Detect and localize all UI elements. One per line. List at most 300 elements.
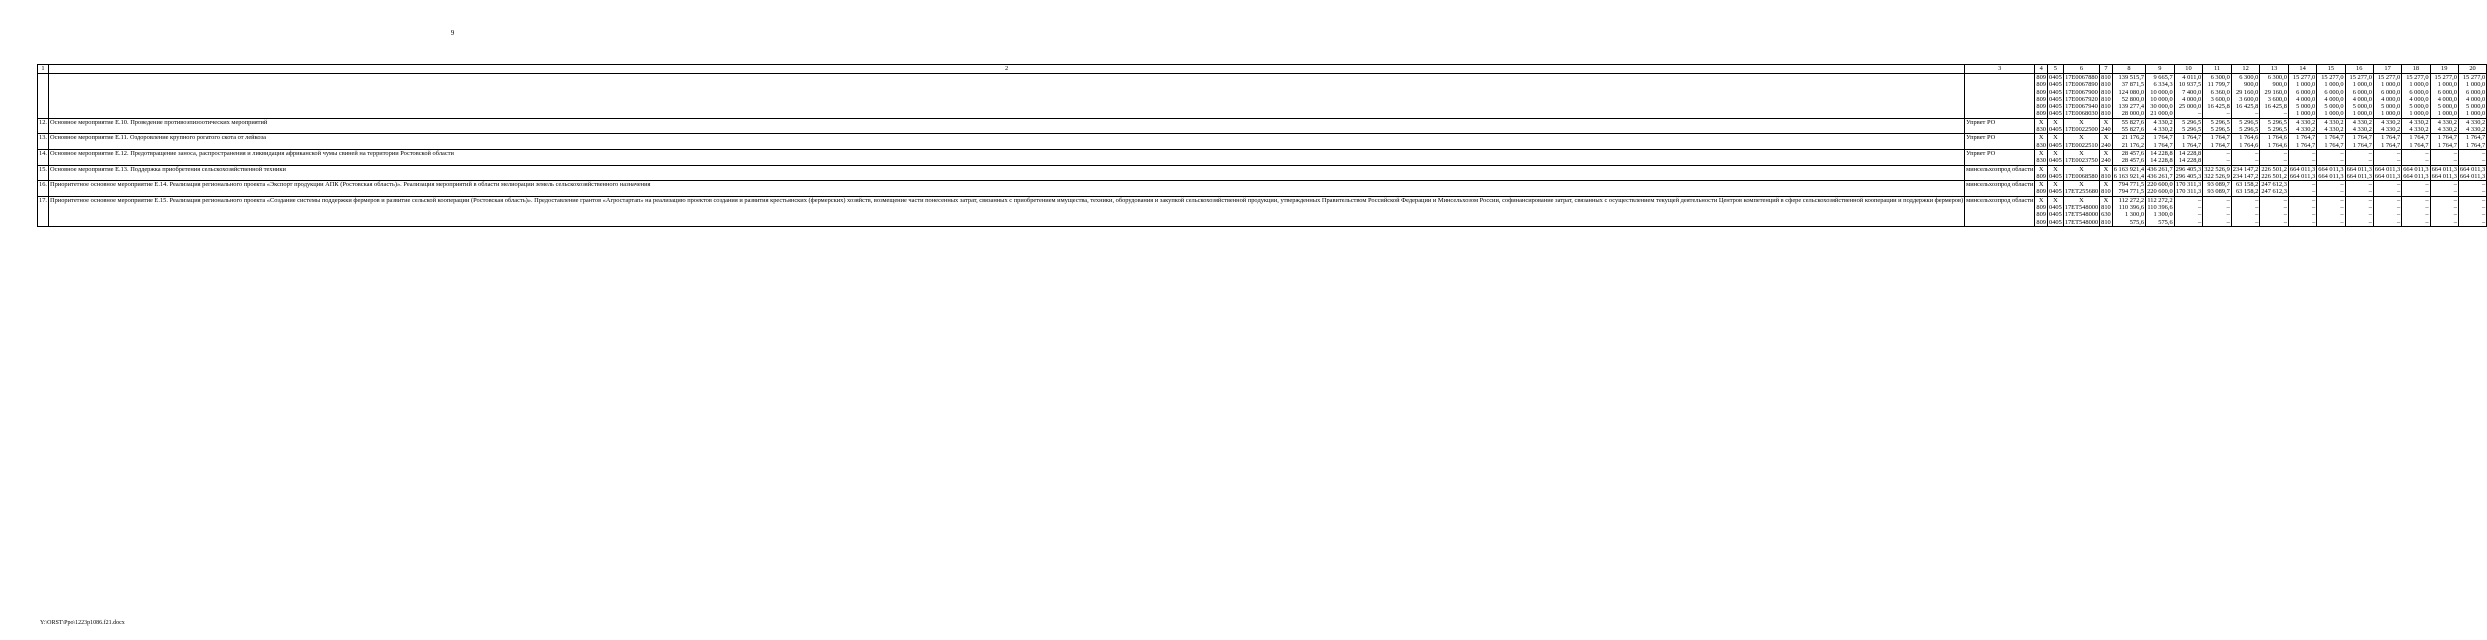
cell-value: 664 011,3: [2346, 172, 2372, 180]
cell-value: 664 011,3: [2289, 165, 2316, 173]
budget-code-cell: [2063, 181, 2099, 197]
cell-value: –: [2397, 181, 2401, 189]
budget-code-cell: [2100, 165, 2113, 181]
executor: Упрвет РО: [1965, 118, 2035, 134]
cell-value: –: [2283, 211, 2287, 219]
cell-value: –: [2425, 196, 2429, 204]
cell-value: 830: [2036, 141, 2046, 149]
cell-value: –: [2397, 218, 2401, 226]
amount-cell: [2174, 165, 2203, 181]
cell-value: –: [2226, 196, 2230, 204]
amount-cell: [2146, 181, 2175, 197]
amount-cell: [2345, 118, 2373, 134]
cell-value: 664 011,3: [2374, 165, 2401, 173]
amount-cell: [2373, 165, 2401, 181]
budget-code-cell: [2048, 149, 2064, 165]
cell-value: –: [2482, 218, 2486, 226]
cell-value: 1 000,0: [2381, 81, 2401, 89]
amount-cell: [2402, 74, 2430, 119]
cell-value: 55 827,6: [2121, 126, 2145, 134]
cell-value: 809: [2036, 81, 2046, 89]
amount-cell: [2203, 196, 2232, 226]
amount-cell: [2458, 149, 2486, 165]
column-header: 13: [2260, 65, 2289, 74]
column-header: 3: [1965, 65, 2035, 74]
cell-value: 0405: [2049, 95, 2062, 103]
cell-value: 830: [2036, 157, 2046, 165]
cell-value: 1 764,6: [2267, 141, 2287, 149]
amount-cell: [2260, 181, 2289, 197]
executor: [1965, 74, 2035, 119]
budget-code-cell: [2035, 149, 2048, 165]
cell-value: 630: [2101, 211, 2111, 219]
cell-value: 4 330,2: [2324, 118, 2344, 126]
amount-cell: [2373, 181, 2401, 197]
cell-value: –: [2255, 149, 2259, 157]
cell-value: 830: [2036, 126, 2046, 134]
cell-value: 809: [2036, 103, 2046, 111]
cell-value: 1 764,7: [2466, 134, 2486, 142]
cell-value: 1 764,6: [2239, 141, 2259, 149]
amount-cell: [2260, 165, 2289, 181]
cell-value: –: [2482, 188, 2486, 196]
cell-value: –: [2397, 211, 2401, 219]
cell-value: 664 011,3: [2318, 165, 2344, 173]
amount-cell: [2317, 181, 2345, 197]
cell-value: X: [2053, 134, 2058, 142]
cell-value: 900,0: [2272, 81, 2287, 89]
cell-value: 28 457,6: [2121, 157, 2145, 165]
cell-value: 1 000,0: [2296, 81, 2316, 89]
cell-value: X: [2103, 118, 2109, 126]
amount-cell: [2112, 149, 2145, 165]
cell-value: X: [2103, 134, 2109, 142]
cell-value: 1 764,7: [2437, 141, 2457, 149]
column-header: 20: [2458, 65, 2486, 74]
cell-value: –: [2453, 149, 2457, 157]
cell-value: –: [2453, 204, 2457, 212]
budget-code-cell: [2063, 118, 2099, 134]
column-header: 12: [2231, 65, 2260, 74]
cell-value: 93 089,7: [2207, 181, 2230, 189]
cell-value: 664 011,3: [2431, 172, 2457, 180]
cell-value: 3 600,0: [2210, 95, 2230, 103]
cell-value: 15 277,0: [2321, 74, 2344, 81]
cell-value: 296 405,3: [2175, 172, 2202, 180]
cell-value: 4 000,0: [2409, 95, 2429, 103]
cell-value: 4 330,2: [2381, 118, 2401, 126]
cell-value: X: [2038, 134, 2044, 142]
cell-value: 6 000,0: [2352, 88, 2372, 96]
cell-value: 15 277,0: [2462, 74, 2486, 81]
cell-value: X: [2038, 118, 2044, 126]
cell-value: 17Е0067900: [2065, 88, 2098, 96]
cell-value: 0405: [2049, 218, 2062, 226]
cell-value: 809: [2036, 95, 2046, 103]
table-row: [38, 134, 2487, 150]
cell-value: 5 296,5: [2239, 126, 2259, 134]
cell-value: 1 764,6: [2239, 134, 2259, 142]
amount-cell: [2288, 149, 2316, 165]
column-header: 5: [2048, 65, 2064, 74]
row-number: 14.: [38, 149, 49, 165]
cell-value: 14 228,8: [2150, 157, 2173, 165]
cell-value: 0405: [2049, 188, 2062, 196]
amount-cell: [2146, 134, 2175, 150]
cell-value: 1 000,0: [2437, 110, 2457, 118]
amount-cell: [2203, 118, 2232, 134]
table-row: [38, 196, 2487, 226]
cell-value: X: [2053, 165, 2058, 173]
cell-value: 10 000,0: [2150, 88, 2173, 96]
cell-value: 17Е0067920: [2065, 95, 2098, 103]
cell-value: –: [2340, 157, 2344, 165]
cell-value: 220 600,0: [2147, 188, 2173, 196]
cell-value: 296 405,3: [2175, 165, 2202, 173]
cell-value: 16 425,8: [2264, 103, 2287, 111]
amount-cell: [2260, 134, 2289, 150]
cell-value: –: [2453, 181, 2457, 189]
cell-value: –: [2312, 196, 2316, 204]
budget-code-cell: [2048, 118, 2064, 134]
cell-value: 4 330,2: [2352, 118, 2372, 126]
cell-value: –: [2283, 149, 2287, 157]
cell-value: 794 771,5: [2118, 188, 2145, 196]
cell-value: –: [2368, 188, 2372, 196]
column-header: 9: [2146, 65, 2175, 74]
amount-cell: [2458, 134, 2486, 150]
amount-cell: [2458, 118, 2486, 134]
cell-value: X: [2103, 181, 2109, 189]
cell-value: –: [2425, 149, 2429, 157]
amount-cell: [2231, 181, 2260, 197]
cell-value: –: [2482, 181, 2486, 189]
cell-value: 16 425,8: [2235, 103, 2259, 111]
cell-value: 664 011,3: [2459, 165, 2486, 173]
amount-cell: [2458, 74, 2486, 119]
cell-value: 4 330,2: [2437, 118, 2457, 126]
cell-value: 810: [2101, 172, 2111, 180]
amount-cell: [2345, 165, 2373, 181]
amount-cell: [2345, 196, 2373, 226]
row-number: 16.: [38, 181, 49, 197]
cell-value: –: [2283, 157, 2287, 165]
cell-value: 664 011,3: [2289, 172, 2316, 180]
cell-value: 9 665,7: [2153, 74, 2173, 81]
amount-cell: [2402, 196, 2430, 226]
cell-value: 1 764,7: [2352, 141, 2372, 149]
cell-value: 4 000,0: [2352, 95, 2372, 103]
amount-cell: [2317, 165, 2345, 181]
amount-cell: [2112, 74, 2145, 119]
cell-value: –: [2312, 218, 2316, 226]
amount-cell: [2146, 74, 2175, 119]
budget-code-cell: [2063, 149, 2099, 165]
cell-value: 4 330,2: [2466, 118, 2486, 126]
cell-value: 1 300,0: [2153, 211, 2173, 219]
amount-cell: [2317, 74, 2345, 119]
cell-value: 809: [2036, 211, 2046, 219]
cell-value: 6 300,0: [2210, 74, 2230, 81]
cell-value: 0405: [2049, 88, 2062, 96]
budget-code-cell: [2048, 165, 2064, 181]
budget-code-cell: [2035, 196, 2048, 226]
amount-cell: [2146, 196, 2175, 226]
cell-value: –: [2368, 218, 2372, 226]
cell-value: 1 764,7: [2182, 134, 2202, 142]
cell-value: 30 000,0: [2150, 103, 2173, 111]
cell-value: –: [2425, 157, 2429, 165]
cell-value: 0405: [2049, 81, 2062, 89]
amount-cell: [2317, 118, 2345, 134]
column-header: 17: [2373, 65, 2401, 74]
table-row: [38, 181, 2487, 197]
executor: минсельхозпрод области: [1965, 196, 2035, 226]
cell-value: –: [2453, 157, 2457, 165]
cell-value: X: [2103, 196, 2109, 204]
cell-value: 220 600,0: [2147, 181, 2173, 189]
amount-cell: [2203, 181, 2232, 197]
cell-value: 5 000,0: [2352, 103, 2372, 111]
cell-value: –: [2368, 196, 2372, 204]
cell-value: 1 000,0: [2409, 81, 2429, 89]
cell-value: 664 011,3: [2403, 172, 2429, 180]
cell-value: 809: [2036, 218, 2046, 226]
amount-cell: [2345, 181, 2373, 197]
cell-value: –: [2453, 218, 2457, 226]
cell-value: –: [2283, 204, 2287, 212]
cell-value: 1 000,0: [2352, 81, 2372, 89]
amount-cell: [2260, 118, 2289, 134]
amount-cell: [2430, 196, 2458, 226]
budget-code-cell: [2063, 165, 2099, 181]
cell-value: 1 764,7: [2153, 141, 2173, 149]
cell-value: X: [2103, 165, 2109, 173]
cell-value: 5 000,0: [2324, 103, 2344, 111]
budget-code-cell: [2048, 134, 2064, 150]
cell-value: –: [2425, 181, 2429, 189]
cell-value: –: [2340, 181, 2344, 189]
cell-value: 14 228,8: [2178, 157, 2202, 165]
table-row: [38, 118, 2487, 134]
cell-value: 17Е0023750: [2065, 157, 2098, 165]
cell-value: 21 176,2: [2121, 134, 2145, 142]
cell-value: –: [2397, 188, 2401, 196]
cell-value: 810: [2101, 188, 2111, 196]
cell-value: –: [2482, 211, 2486, 219]
cell-value: X: [2079, 134, 2084, 142]
cell-value: 0405: [2049, 211, 2062, 219]
budget-code-cell: [2048, 74, 2064, 119]
cell-value: 1 764,7: [2437, 134, 2457, 142]
cell-value: –: [2425, 211, 2429, 219]
budget-table: [37, 64, 2487, 227]
cell-value: 6 360,0: [2210, 88, 2230, 96]
cell-value: 810: [2101, 95, 2111, 103]
cell-value: 809: [2036, 74, 2046, 81]
cell-value: 1 000,0: [2409, 110, 2429, 118]
cell-value: 1 764,7: [2324, 134, 2344, 142]
amount-cell: [2402, 165, 2430, 181]
cell-value: 809: [2036, 88, 2046, 96]
cell-value: X: [2053, 181, 2058, 189]
cell-value: –: [2340, 204, 2344, 212]
cell-value: –: [2425, 188, 2429, 196]
amount-cell: [2345, 134, 2373, 150]
cell-value: –: [2482, 204, 2486, 212]
cell-value: –: [2226, 149, 2230, 157]
cell-value: 1 764,7: [2210, 141, 2230, 149]
cell-value: 15 277,0: [2349, 74, 2372, 81]
cell-value: 55 827,6: [2121, 118, 2145, 126]
cell-value: 5 296,5: [2267, 118, 2287, 126]
budget-code-cell: [2100, 181, 2113, 197]
cell-value: 63 158,2: [2235, 188, 2259, 196]
cell-value: –: [2283, 196, 2287, 204]
cell-value: 17ЕТ548000: [2064, 218, 2099, 226]
cell-value: 63 158,2: [2235, 181, 2259, 189]
amount-cell: [2317, 196, 2345, 226]
amount-cell: [2288, 134, 2316, 150]
cell-value: –: [2340, 196, 2344, 204]
cell-value: 809: [2036, 172, 2046, 180]
amount-cell: [2430, 165, 2458, 181]
cell-value: 11 799,7: [2207, 81, 2230, 89]
amount-cell: [2260, 196, 2289, 226]
row-number: 17.: [38, 196, 49, 226]
cell-value: 6 000,0: [2324, 88, 2344, 96]
page-number: 9: [450, 29, 455, 37]
budget-code-cell: [2035, 181, 2048, 197]
amount-cell: [2231, 165, 2260, 181]
amount-cell: [2373, 118, 2401, 134]
measure-name: Основное мероприятие Е.13. Поддержка приобретения сельскохозяйственной техники: [49, 165, 1965, 181]
column-header: 4: [2035, 65, 2048, 74]
row-number: 15.: [38, 165, 49, 181]
file-path-footer: Y:\ORST\Ppo\1223p1086.f21.docx: [40, 620, 125, 626]
cell-value: 575,6: [2158, 218, 2173, 226]
cell-value: 1 764,7: [2210, 134, 2230, 142]
cell-value: 110 396,6: [2118, 204, 2145, 212]
cell-value: 17Е0068030: [2065, 110, 2098, 118]
cell-value: 664 011,3: [2403, 165, 2429, 173]
amount-cell: [2458, 165, 2486, 181]
amount-cell: [2288, 196, 2316, 226]
amount-cell: [2373, 134, 2401, 150]
cell-value: 810: [2101, 103, 2111, 111]
cell-value: 810: [2101, 110, 2111, 118]
cell-value: 5 000,0: [2466, 103, 2486, 111]
cell-value: 322 526,9: [2204, 165, 2230, 173]
cell-value: –: [2397, 157, 2401, 165]
amount-cell: [2402, 118, 2430, 134]
cell-value: 1 000,0: [2324, 110, 2344, 118]
cell-value: 16 425,8: [2207, 103, 2230, 111]
cell-value: 37 871,5: [2121, 81, 2145, 89]
cell-value: 17Е0067940: [2065, 103, 2098, 111]
budget-code-cell: [2035, 118, 2048, 134]
amount-cell: [2112, 165, 2145, 181]
cell-value: 6 163 921,4: [2113, 165, 2145, 173]
row-number: 12.: [38, 118, 49, 134]
cell-value: X: [2079, 165, 2084, 173]
cell-value: –: [2255, 196, 2259, 204]
cell-value: 809: [2036, 188, 2046, 196]
cell-value: –: [2226, 218, 2230, 226]
cell-value: X: [2079, 181, 2084, 189]
cell-value: 4 330,2: [2352, 126, 2372, 134]
column-header: 15: [2317, 65, 2345, 74]
cell-value: 4 330,2: [2296, 118, 2316, 126]
cell-value: 1 000,0: [2381, 110, 2401, 118]
cell-value: –: [2312, 188, 2316, 196]
cell-value: –: [2312, 204, 2316, 212]
cell-value: 810: [2101, 204, 2111, 212]
cell-value: –: [2340, 149, 2344, 157]
cell-value: –: [2368, 211, 2372, 219]
cell-value: 322 526,9: [2204, 172, 2230, 180]
cell-value: –: [2255, 110, 2259, 118]
amount-cell: [2430, 149, 2458, 165]
cell-value: –: [2425, 204, 2429, 212]
cell-value: –: [2453, 188, 2457, 196]
amount-cell: [2174, 181, 2203, 197]
cell-value: –: [2198, 204, 2202, 212]
amount-cell: [2430, 134, 2458, 150]
cell-value: 3 600,0: [2239, 95, 2259, 103]
cell-value: X: [2053, 196, 2058, 204]
cell-value: –: [2226, 157, 2230, 165]
budget-code-cell: [2100, 149, 2113, 165]
cell-value: 1 764,7: [2466, 141, 2486, 149]
cell-value: 1 000,0: [2466, 110, 2486, 118]
cell-value: 809: [2036, 204, 2046, 212]
amount-cell: [2203, 165, 2232, 181]
cell-value: 1 764,7: [2352, 134, 2372, 142]
amount-cell: [2458, 196, 2486, 226]
cell-value: –: [2283, 218, 2287, 226]
cell-value: 4 000,0: [2182, 95, 2202, 103]
cell-value: –: [2368, 181, 2372, 189]
cell-value: 0405: [2049, 157, 2062, 165]
budget-code-cell: [2100, 118, 2113, 134]
cell-value: 4 330,2: [2466, 126, 2486, 134]
cell-value: 0405: [2049, 126, 2062, 134]
column-header: 18: [2402, 65, 2430, 74]
measure-name: Основное мероприятие Е.10. Проведение противоэпизоотических мероприятий: [49, 118, 1965, 134]
amount-cell: [2402, 134, 2430, 150]
amount-cell: [2288, 165, 2316, 181]
cell-value: 112 272,2: [2147, 196, 2173, 204]
cell-value: 7 400,0: [2182, 88, 2202, 96]
cell-value: 17ЕТ548000: [2064, 211, 2099, 219]
amount-cell: [2430, 181, 2458, 197]
row-number: 13.: [38, 134, 49, 150]
cell-value: 15 277,0: [2292, 74, 2316, 81]
cell-value: 6 000,0: [2381, 88, 2401, 96]
cell-value: 0405: [2049, 172, 2062, 180]
cell-value: 10 000,0: [2150, 95, 2173, 103]
cell-value: 52 800,0: [2121, 95, 2145, 103]
cell-value: 1 764,7: [2381, 141, 2401, 149]
cell-value: 810: [2101, 218, 2111, 226]
cell-value: –: [2312, 157, 2316, 165]
cell-value: 794 771,5: [2118, 181, 2145, 189]
cell-value: 6 334,3: [2153, 81, 2173, 89]
cell-value: 124 080,0: [2118, 88, 2145, 96]
amount-cell: [2203, 134, 2232, 150]
cell-value: 5 296,5: [2210, 118, 2230, 126]
